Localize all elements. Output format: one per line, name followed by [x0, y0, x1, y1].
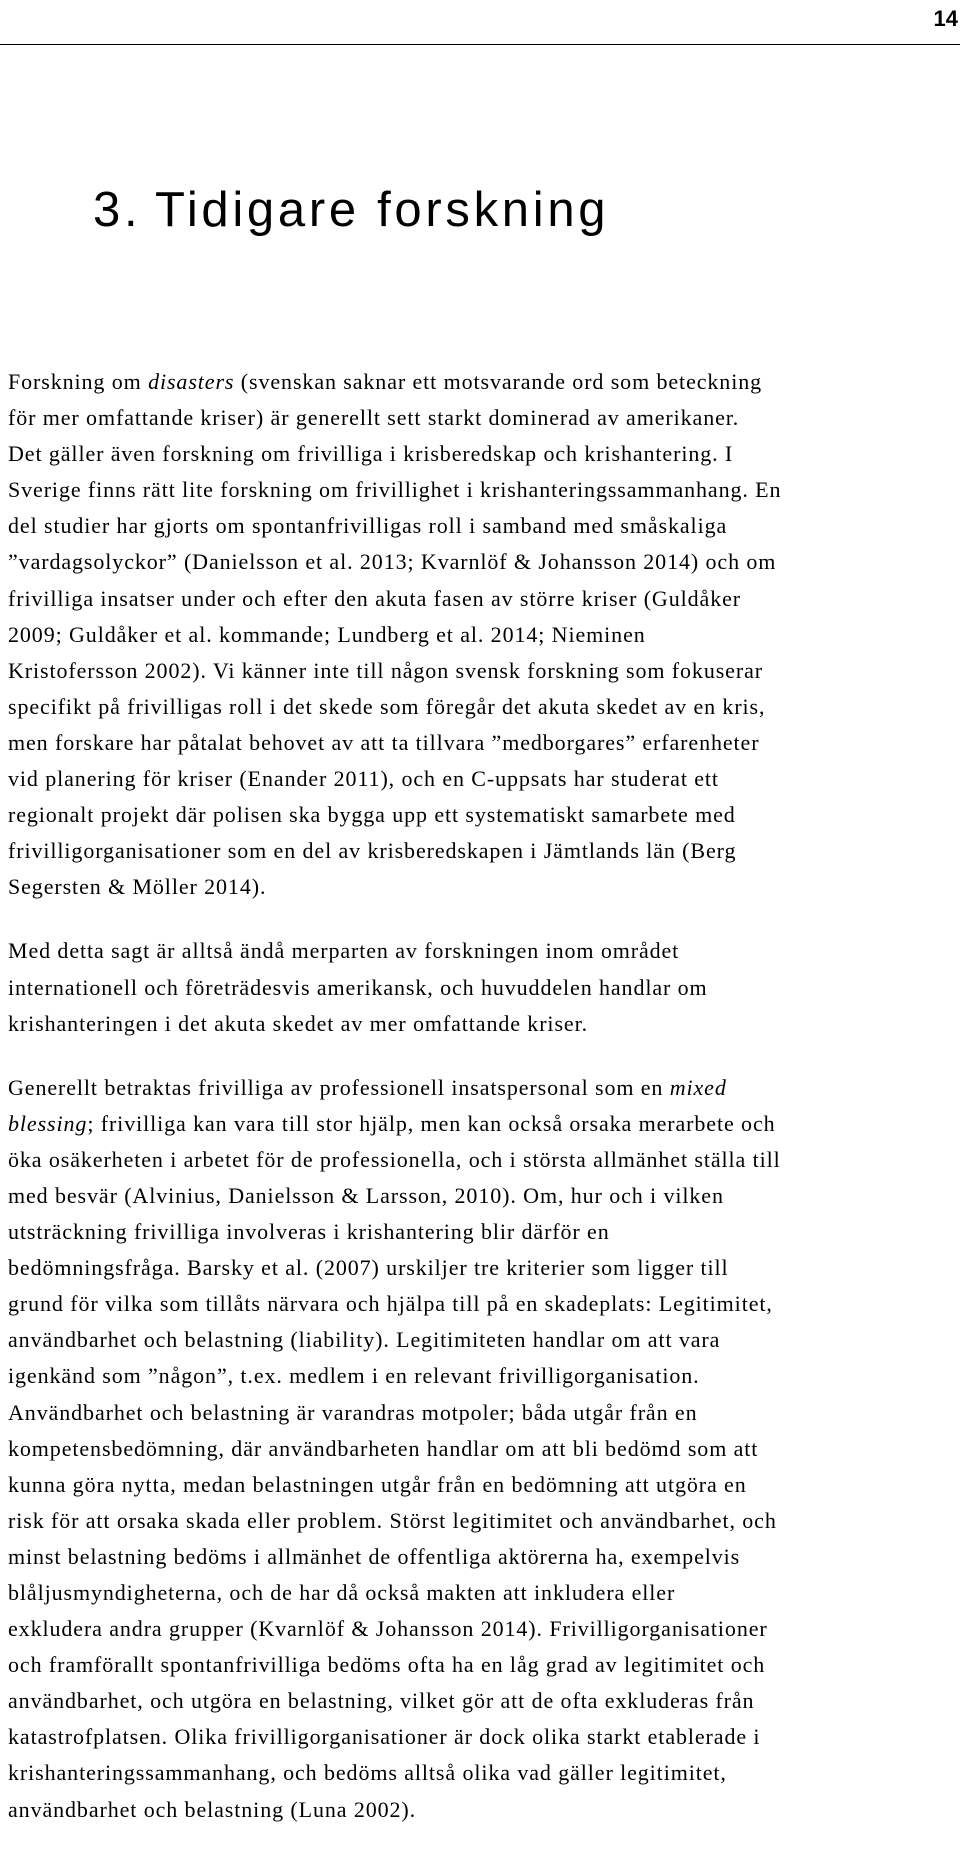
text-run: kompetensbedömning, där användbarheten handlar om att bli bedömd som att [8, 1435, 759, 1461]
text-line [8, 1647, 953, 1683]
text-line [8, 1431, 953, 1467]
text-line [8, 617, 953, 653]
text-line [8, 1070, 953, 1106]
text-run: vid planering för kriser (Enander 2011), och en C-uppsats har studerat ett [8, 766, 719, 792]
text-run: Generellt betraktas frivilliga av professionell insatspersonal som en [8, 1074, 670, 1100]
text-run: Forskning om [8, 369, 149, 394]
text-run: krishanteringen i det akuta skedet av mer omfattande kriser. [8, 1010, 588, 1036]
text-line [8, 400, 953, 436]
text-run: specifikt på frivilligas roll i det skede som föregår det akuta skedet av en kris, [8, 693, 766, 719]
text-line [8, 1250, 953, 1286]
text-line [8, 833, 953, 869]
text-line [8, 689, 953, 725]
text-line [8, 1539, 953, 1575]
text-line [8, 1214, 953, 1250]
paragraph [8, 933, 953, 1041]
text-run: Användbarhet och belastning är varandras motpoler; båda utgår från en [8, 1399, 698, 1425]
text-run: blåljusmyndigheterna, och de har då också makten att inkludera eller [8, 1580, 676, 1605]
italic-term: mixed [669, 1074, 727, 1100]
header-rule [0, 44, 960, 45]
text-line [8, 1006, 953, 1042]
text-line [8, 1142, 953, 1178]
text-run: användbarhet och belastning (Luna 2002). [8, 1796, 417, 1822]
section-heading [93, 180, 609, 240]
text-line [8, 508, 953, 544]
text-line [8, 1792, 953, 1828]
text-run: grund för vilka som tillåts närvara och hjälpa till på en skadeplats: Legitimitet, [8, 1291, 773, 1317]
text-run: Kristofersson 2002). Vi känner inte till någon svensk forskning som fokuserar [8, 657, 763, 683]
text-line [8, 1503, 953, 1539]
text-line [8, 761, 953, 797]
italic-term: blessing [8, 1110, 88, 1136]
text-run: ”vardagsolyckor” (Danielsson et al. 2013; Kvarnlöf & Johansson 2014) och om [8, 549, 777, 575]
text-run: Segersten & Möller 2014). [8, 874, 267, 900]
text-line [8, 544, 953, 580]
text-line [8, 1755, 953, 1791]
text-line [8, 653, 953, 689]
text-line [8, 1358, 953, 1394]
text-run: användbarhet, och utgöra en belastning, vilket gör att de ofta exkluderas från [8, 1688, 755, 1714]
text-run: regionalt projekt där polisen ska bygga upp ett systematiskt samarbete med [8, 802, 736, 828]
text-line [8, 933, 953, 969]
text-run: exkludera andra grupper (Kvarnlöf & Johansson 2014). Frivilligorganisationer [8, 1616, 768, 1642]
text-line [8, 1611, 953, 1647]
text-run: kunna göra nytta, medan belastningen utgår från en bedömning att utgöra en [8, 1471, 747, 1497]
text-line [8, 1575, 953, 1611]
text-run: minst belastning bedöms i allmänhet de offentliga aktörerna ha, exempelvis [8, 1543, 741, 1569]
text-line [8, 1719, 953, 1755]
paragraph [8, 1070, 953, 1828]
text-run: risk för att orsaka skada eller problem. Störst legitimitet och användbarhet, och [8, 1507, 777, 1533]
text-line [8, 1683, 953, 1719]
section-title: Tidigare forskning [155, 183, 610, 237]
text-line [8, 364, 953, 400]
text-run: Med detta sagt är alltså ändå merparten av forskningen inom området [8, 938, 680, 964]
text-run: öka osäkerheten i arbetet för de professionella, och i största allmänhet ställa till [8, 1146, 781, 1172]
text-line [8, 472, 953, 508]
text-run: katastrofplatsen. Olika frivilligorganisationer är dock olika starkt etablerade i [8, 1724, 761, 1750]
paragraph [8, 364, 953, 905]
text-run: frivilligorganisationer som en del av krisberedskapen i Jämtlands län (Berg [8, 838, 737, 864]
text-line [8, 1395, 953, 1431]
body-text [8, 364, 953, 1828]
page-number: 14 [933, 6, 958, 31]
text-line [8, 797, 953, 833]
section-number: 3. [93, 183, 142, 237]
text-run: 2009; Guldåker et al. kommande; Lundberg et al. 2014; Nieminen [8, 621, 646, 647]
text-run: och framförallt spontanfrivilliga bedöms ofta ha en låg grad av legitimitet och [8, 1652, 766, 1678]
text-line [8, 970, 953, 1006]
text-run: användbarhet och belastning (liability). Legitimiteten handlar om att vara [8, 1327, 721, 1353]
text-line [8, 725, 953, 761]
text-run: för mer omfattande kriser) är generellt sett starkt dominerad av amerikaner. [8, 405, 740, 431]
text-run: krishanteringssammanhang, och bedöms alltså olika vad gäller legitimitet, [8, 1760, 727, 1786]
text-run: ; frivilliga kan vara till stor hjälp, men kan också orsaka merarbete och [87, 1110, 776, 1136]
text-run: del studier har gjorts om spontanfrivilligas roll i samband med småskaliga [8, 513, 728, 539]
text-run: med besvär (Alvinius, Danielsson & Larsson, 2010). Om, hur och i vilken [8, 1182, 724, 1208]
text-line [8, 1322, 953, 1358]
text-line [8, 1178, 953, 1214]
text-run: Det gäller även forskning om frivilliga i krisberedskap och krishantering. I [8, 441, 734, 467]
text-line [8, 1467, 953, 1503]
text-run: (svenskan saknar ett motsvarande ord som beteckning [234, 369, 763, 394]
text-run: utsträckning frivilliga involveras i krishantering blir därför en [8, 1219, 610, 1245]
text-line [8, 436, 953, 472]
italic-term: disasters [148, 369, 235, 394]
text-run: internationell och företrädesvis amerikansk, och huvuddelen handlar om [8, 974, 708, 1000]
text-line [8, 869, 953, 905]
text-run: igenkänd som ”någon”, t.ex. medlem i en relevant frivilligorganisation. [8, 1363, 700, 1389]
text-run: men forskare har påtalat behovet av att ta tillvara ”medborgares” erfarenheter [8, 729, 760, 755]
text-run: frivilliga insatser under och efter den akuta fasen av större kriser (Guldåker [8, 585, 741, 611]
text-line [8, 581, 953, 617]
text-run: bedömningsfråga. Barsky et al. (2007) urskiljer tre kriterier som ligger till [8, 1255, 729, 1281]
text-line [8, 1286, 953, 1322]
text-run: Sverige finns rätt lite forskning om frivillighet i krishanteringssammanhang. En [8, 477, 782, 503]
text-line [8, 1106, 953, 1142]
